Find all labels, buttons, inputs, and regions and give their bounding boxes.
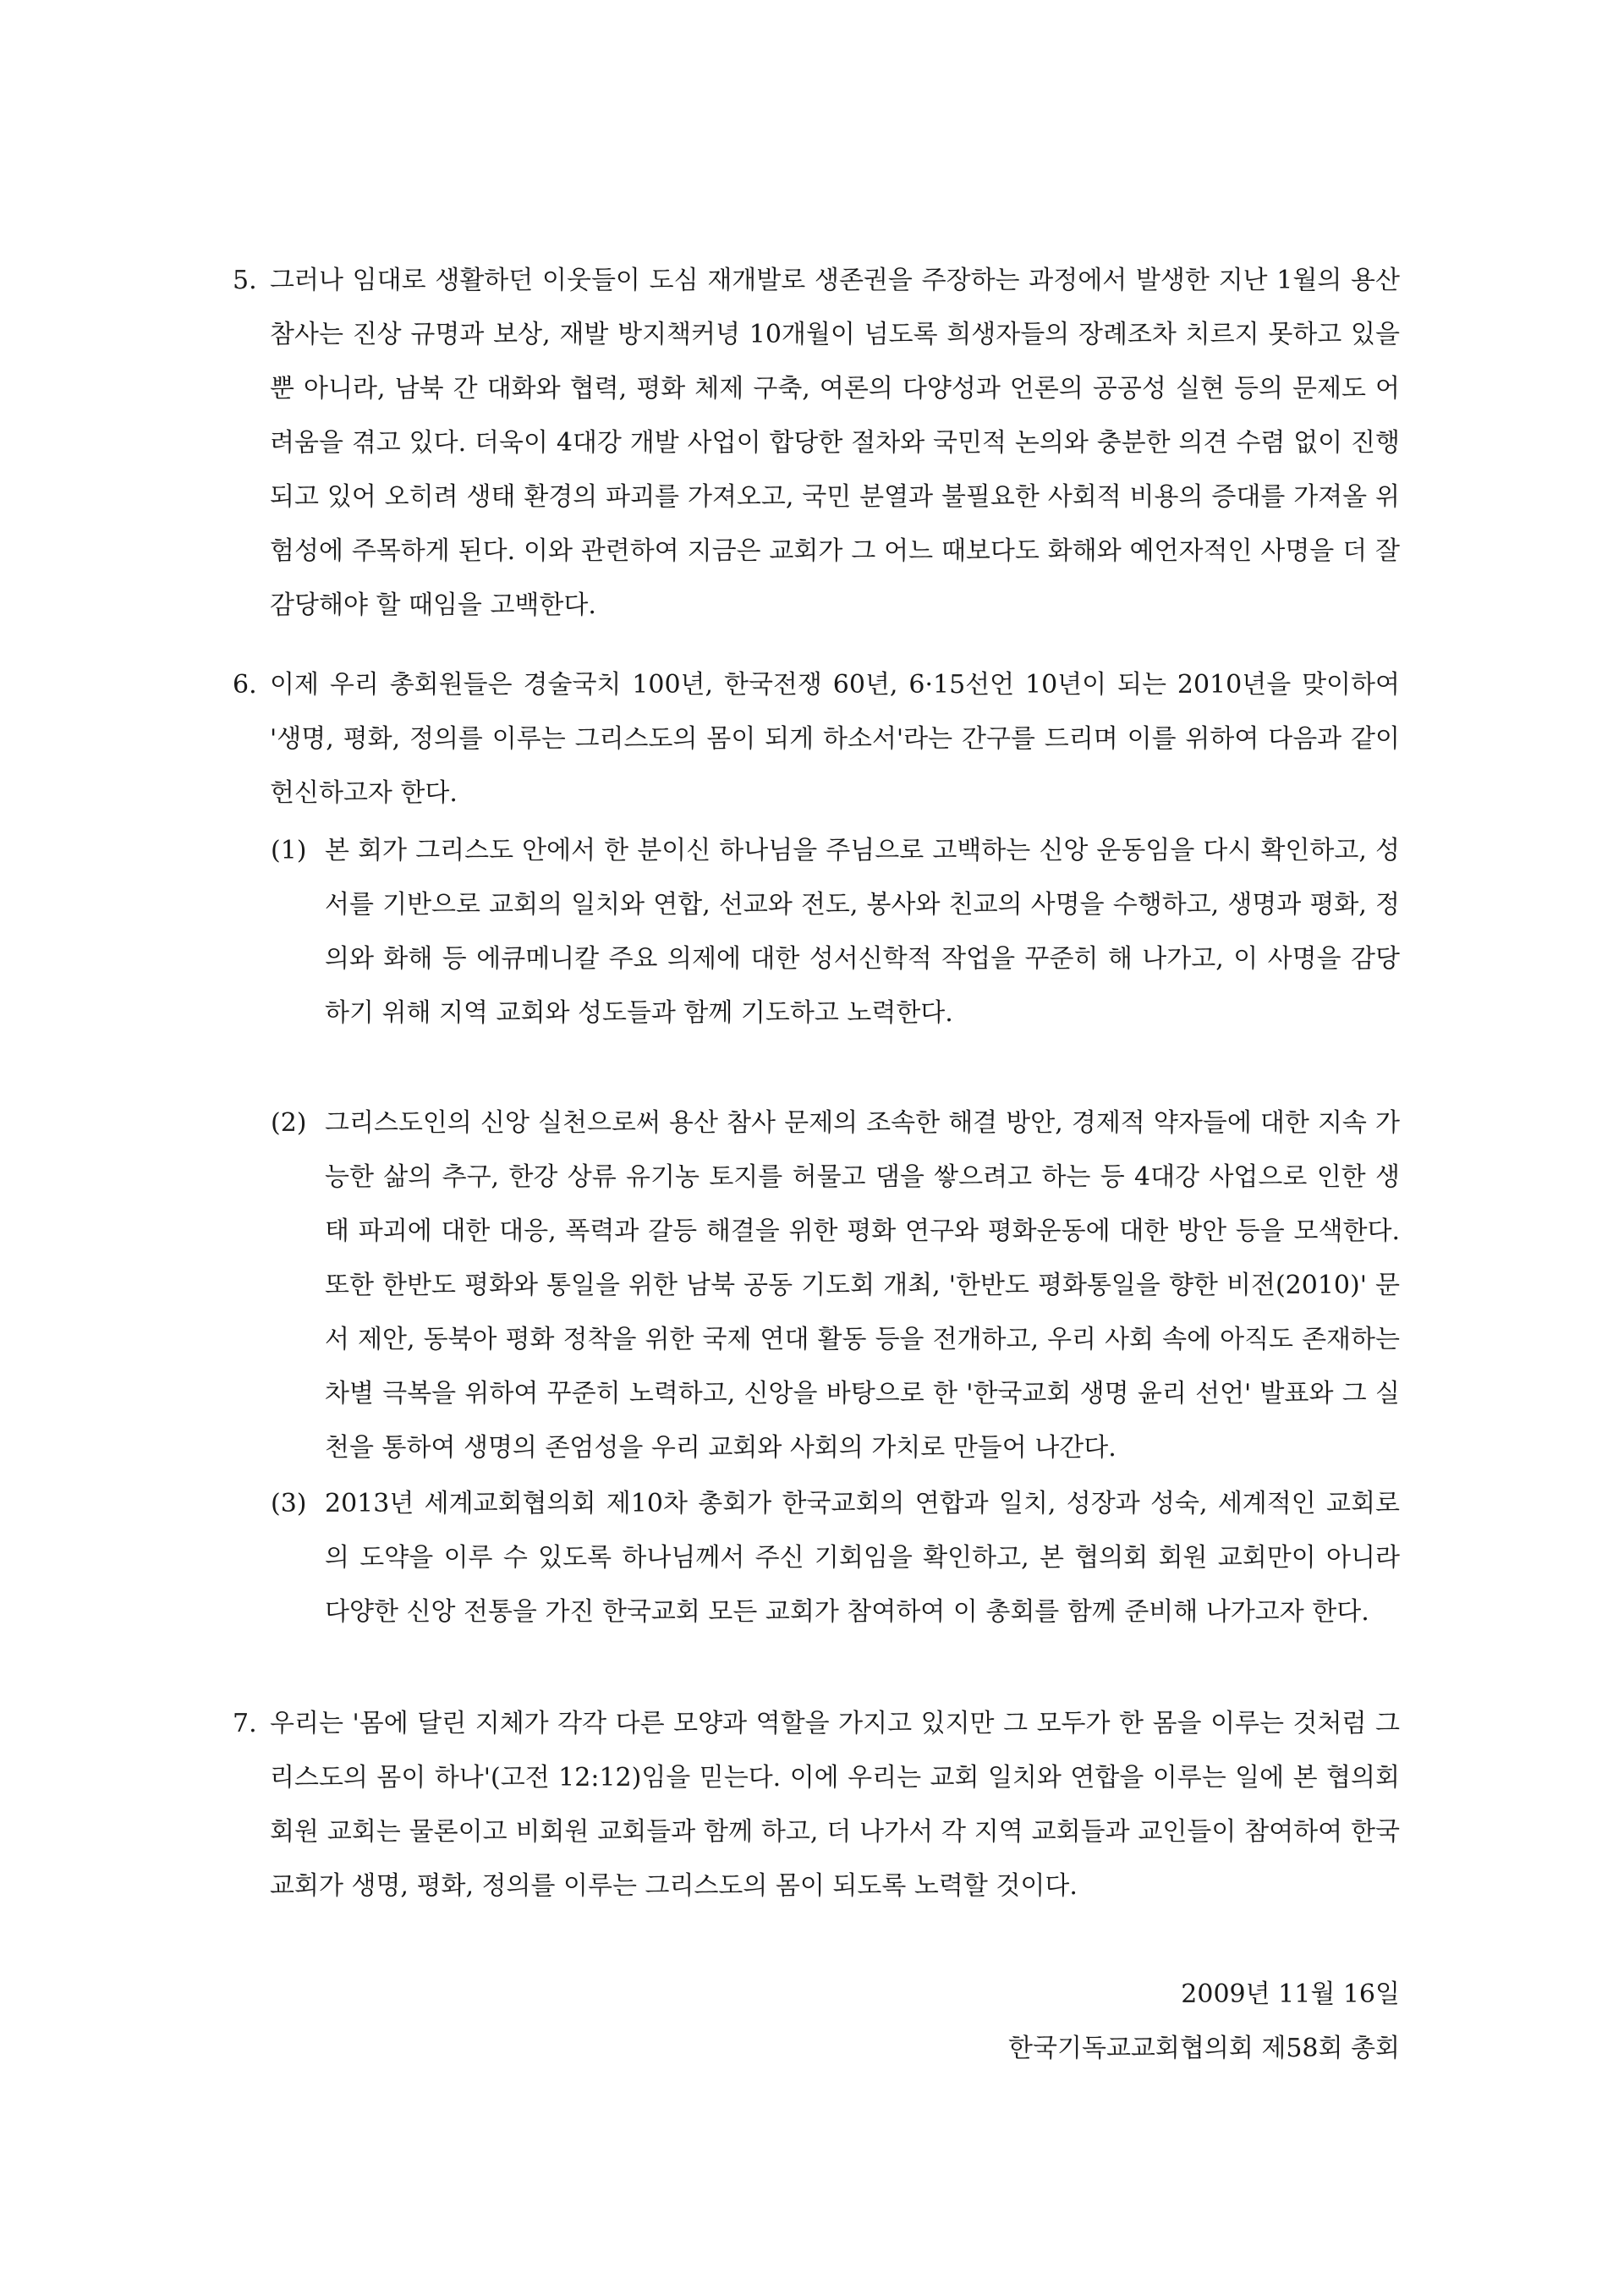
- subparagraph-number: (1): [271, 836, 307, 865]
- paragraph-7: [233, 1697, 1400, 1913]
- paragraph-number: 6.: [233, 670, 257, 700]
- subparagraph-3: [271, 1477, 1400, 1639]
- paragraph-6: [233, 658, 1400, 821]
- closing-date: 2009년 11월 16일: [1181, 1979, 1400, 2009]
- subparagraph-1: [271, 824, 1400, 1040]
- paragraph-5: [233, 254, 1400, 633]
- subparagraph-text: 본 회가 그리스도 안에서 한 분이신 하나님을 주님으로 고백하는 신앙 운동임을 다시 확인하고, 성서를 기반으로 교회의 일치와 연합, 선교와 전도, 봉사와 친교의 사명을 수행하고, 생명과 평화, 정의와 화해 등 에큐메니칼 주요 의제에 대한 성서신학적 작업을 꾸준히 해 나가고, 이 사명을 감당하기 위해 지역 교회와 성도들과 함께 기도하고 노력한다.: [325, 836, 1400, 1028]
- paragraph-number: 5.: [233, 266, 257, 295]
- paragraph-number: 7.: [233, 1709, 257, 1738]
- subparagraph-text: 그리스도인의 신앙 실천으로써 용산 참사 문제의 조속한 해결 방안, 경제적 약자들에 대한 지속 가능한 삶의 추구, 한강 상류 유기농 토지를 허물고 댐을 쌓으려고 하는 등 4대강 사업으로 인한 생태 파괴에 대한 대응, 폭력과 갈등 해결을 위한 평화 연구와 평화운동에 대한 방안 등을 모색한다. 또한 한반도 평화와 통일을 위한 남북 공동 기도회 개최, '한반도 평화통일을 향한 비전(2010)' 문서 제안, 동북아 평화 정착을 위한 국제 연대 활동 등을 전개하고, 우리 사회 속에 아직도 존재하는 차별 극복을 위하여 꾸준히 노력하고, 신앙을 바탕으로 한 '한국교회 생명 윤리 선언' 발표와 그 실천을 통하여 생명의 존엄성을 우리 교회와 사회의 가치로 만들어 나간다.: [325, 1108, 1400, 1463]
- subparagraph-text: 2013년 세계교회협의회 제10차 총회가 한국교회의 연합과 일치, 성장과 성숙, 세계적인 교회로의 도약을 이루 수 있도록 하나님께서 주신 기회임을 확인하고, 본 협의회 회원 교회만이 아니라 다양한 신앙 전통을 가진 한국교회 모든 교회가 참여하여 이 총회를 함께 준비해 나가고자 한다.: [325, 1489, 1400, 1627]
- subparagraph-number: (3): [271, 1489, 307, 1518]
- paragraph-text: 우리는 '몸에 달린 지체가 각각 다른 모양과 역할을 가지고 있지만 그 모두가 한 몸을 이루는 것처럼 그리스도의 몸이 하나'(고전 12:12)임을 믿는다. 이에 우리는 교회 일치와 연합을 이루는 일에 본 협의회 회원 교회는 물론이고 비회원 교회들과 함께 하고, 더 나가서 각 지역 교회들과 교인들이 참여하여 한국교회가 생명, 평화, 정의를 이루는 그리스도의 몸이 되도록 노력할 것이다.: [270, 1709, 1400, 1901]
- closing-organization: 한국기독교교회협의회 제58회 총회: [1008, 2034, 1400, 2063]
- subparagraph-2: [271, 1096, 1400, 1475]
- paragraph-text: 이제 우리 총회원들은 경술국치 100년, 한국전쟁 60년, 6·15선언 10년이 되는 2010년을 맞이하여 '생명, 평화, 정의를 이루는 그리스도의 몸이 되게 하소서'라는 간구를 드리며 이를 위하여 다음과 같이 헌신하고자 한다.: [270, 670, 1400, 808]
- subparagraph-number: (2): [271, 1108, 307, 1138]
- paragraph-text: 그러나 임대로 생활하던 이웃들이 도심 재개발로 생존권을 주장하는 과정에서 발생한 지난 1월의 용산 참사는 진상 규명과 보상, 재발 방지책커녕 10개월이 넘도록 희생자들의 장례조차 치르지 못하고 있을 뿐 아니라, 남북 간 대화와 협력, 평화 체제 구축, 여론의 다양성과 언론의 공공성 실현 등의 문제도 어려움을 겪고 있다. 더욱이 4대강 개발 사업이 합당한 절차와 국민적 논의와 충분한 의견 수렴 없이 진행되고 있어 오히려 생태 환경의 파괴를 가져오고, 국민 분열과 불필요한 사회적 비용의 증대를 가져올 위험성에 주목하게 된다. 이와 관련하여 지금은 교회가 그 어느 때보다도 화해와 예언자적인 사명을 더 잘 감당해야 할 때임을 고백한다.: [270, 266, 1400, 620]
